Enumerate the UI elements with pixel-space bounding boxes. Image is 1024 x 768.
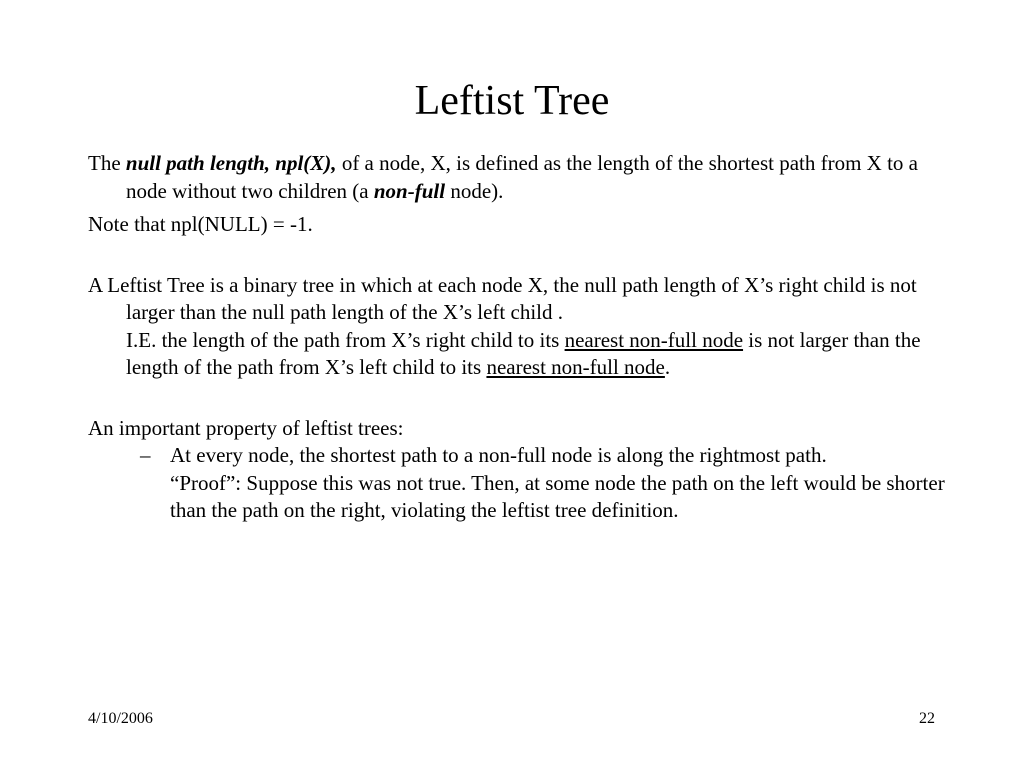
nearest-non-full-node-1: nearest non-full node bbox=[564, 327, 744, 352]
npl-null-note: Note that npl(NULL) = -1. bbox=[88, 212, 313, 236]
leftist-text-d: is not larger than the length of the path from X’s left child to its bbox=[126, 327, 921, 379]
leftist-text-a: A Leftist Tree is a binary tree in which at each node X, the null path length of X’s right child is not larger than the null path length of the X’s left child . bbox=[88, 272, 917, 324]
non-full-term: non-full bbox=[373, 178, 446, 203]
property-item-text: At every node, the shortest path to a non-full node is along the rightmost path. bbox=[170, 443, 827, 467]
npl-text-c: of a node, X, is defined as the length of the shortest path from X to a node without two children (a bbox=[126, 151, 918, 203]
nearest-non-full-node-2: nearest non-full node bbox=[486, 355, 665, 379]
leftist-text-f: . bbox=[664, 355, 671, 379]
leftist-definition bbox=[88, 272, 948, 382]
slide-number: 22 bbox=[919, 710, 935, 727]
slide-body bbox=[88, 150, 948, 525]
property-heading: An important property of leftist trees: bbox=[88, 415, 404, 440]
npl-term: null path length, npl(X), bbox=[125, 151, 337, 175]
npl-text-a: The bbox=[88, 151, 126, 175]
npl-definition bbox=[88, 150, 948, 205]
npl-text-e: node). bbox=[445, 178, 504, 203]
property-item bbox=[88, 442, 948, 470]
dash-bullet: – bbox=[140, 443, 151, 467]
proof-item: “Proof”: Suppose this was not true. Then, at some node the path on the left would be shorter than the path on the right, violating the leftist tree definition. bbox=[170, 470, 945, 522]
slide-title: Leftist Tree bbox=[414, 78, 610, 124]
footer-date: 4/10/2006 bbox=[88, 710, 153, 727]
leftist-text-b: I.E. the length of the path from X’s right child to its bbox=[126, 327, 565, 352]
